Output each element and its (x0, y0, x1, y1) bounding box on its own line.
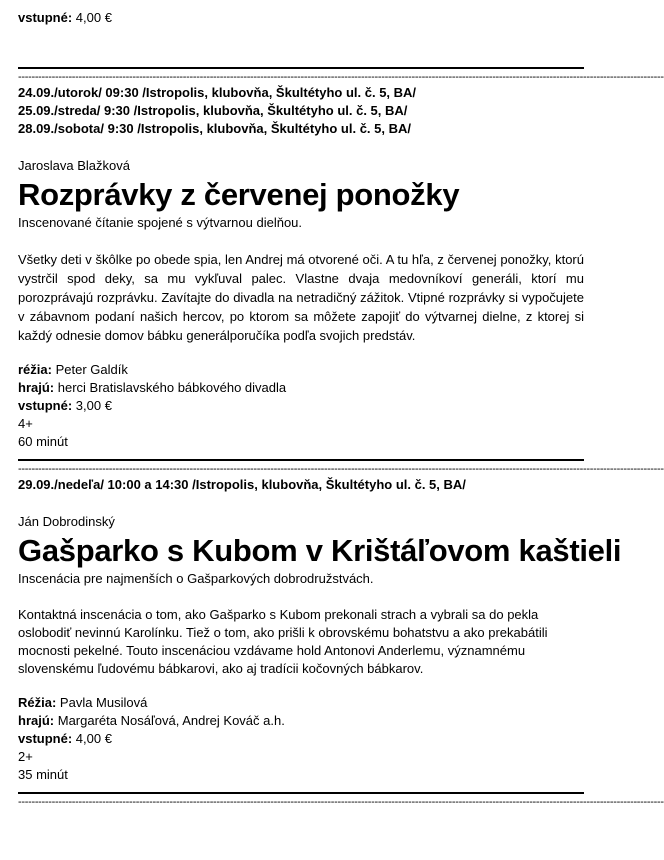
cast-label: hrajú: (18, 713, 55, 728)
event1-date-3: 28.09./sobota/ 9:30 /Istropolis, klubovňa, Škultétyho ul. č. 5, BA/ (18, 121, 411, 136)
event1-cast (18, 379, 584, 397)
divider-dashes: ------------------------------------------------------------------------------------------------------------------------------------------------------------------------------------------------ (18, 463, 664, 475)
event1-dates (18, 84, 584, 138)
cast-names: herci Bratislavského bábkového divadla (57, 380, 287, 395)
event1-date-1: 24.09./utorok/ 09:30 /Istropolis, klubovňa, Škultétyho ul. č. 5, BA/ (18, 85, 417, 100)
event2-cast (18, 712, 584, 730)
event2-date-1: 29.09./nedeľa/ 10:00 a 14:30 /Istropolis, klubovňa, Škultétyho ul. č. 5, BA/ (18, 477, 466, 492)
cast-label: hrajú: (18, 380, 55, 395)
event1-entry (18, 397, 584, 415)
entry-label: vstupné: (18, 398, 73, 413)
event2-description-line: oslobodiť nevinnú Karolínku. Tiež o tom, ako prišli k obrovskému bohatstvu a ako prekabátili (18, 625, 548, 640)
event2-description-line: slovenskému ľudovému bábkarovi, ako aj tradícii kočovných bábkarov. (18, 661, 424, 676)
director-name: Pavla Musilová (59, 695, 148, 710)
event1-subtitle: Inscenované čítanie spojené s výtvarnou dielňou. (18, 215, 303, 230)
event1-description: Všetky deti v škôlke po obede spia, len Andrej má otvorené oči. A tu hľa, z červenej ponožky, ktorú vystrčil spod deky, sa mu vykľuval palec. Vlastne dvaja medovníkoví generáli, ktorí mu porozprávajú rozprávku. Zavítajte do divadla na netradičný zážitok. Vtipné rozprávky si vypočujete v zábavnom podaní našich hercov, po ktorom sa môžete zapojiť do výtvarnej dielne, z ktorej si každý odnesie domov bábku generálporučíka podľa svojich predstáv. (18, 252, 584, 343)
event2-description-line: mocnosti pekelné. Touto inscenáciou vzdávame hold Antonovi Anderlemu, významnému (18, 643, 526, 658)
entry-value: 4,00 € (75, 10, 112, 25)
event2-age: 2+ (18, 749, 33, 764)
entry-value: 4,00 € (75, 731, 112, 746)
event2-subtitle: Inscenácia pre najmenších o Gašparkových dobrodružstvách. (18, 571, 374, 586)
event1-director (18, 361, 584, 379)
event2-author: Ján Dobrodinský (18, 514, 115, 529)
entry-label: vstupné: (18, 731, 73, 746)
cast-names: Margaréta Nosáľová, Andrej Kováč a.h. (57, 713, 285, 728)
director-label: Réžia: (18, 695, 57, 710)
director-label: réžia: (18, 362, 52, 377)
event1-author: Jaroslava Blažková (18, 158, 130, 173)
divider-dashes: ------------------------------------------------------------------------------------------------------------------------------------------------------------------------------------------------ (18, 796, 664, 808)
entry-value: 3,00 € (75, 398, 112, 413)
director-name: Peter Galdík (55, 362, 128, 377)
event1-duration: 60 minút (18, 434, 68, 449)
top-entry (18, 9, 584, 27)
event2-entry (18, 730, 584, 748)
event2-credits (18, 694, 584, 784)
event2-description (18, 606, 584, 678)
divider-rule (18, 792, 584, 794)
event1-age: 4+ (18, 416, 33, 431)
event2-duration: 35 minút (18, 767, 68, 782)
divider-dashes: ------------------------------------------------------------------------------------------------------------------------------------------------------------------------------------------------ (18, 71, 664, 83)
divider-rule (18, 459, 584, 461)
entry-label: vstupné: (18, 10, 73, 25)
document-page (18, 0, 664, 808)
divider-rule (18, 67, 584, 69)
event2-dates (18, 476, 584, 494)
event2-description-line: Kontaktná inscenácia o tom, ako Gašparko s Kubom prekonali strach a vybrali sa do pekla (18, 607, 539, 622)
event1-title: Rozprávky z červenej ponožky (18, 177, 460, 212)
event2-director (18, 694, 584, 712)
event2-title: Gašparko s Kubom v Krištáľovom kaštieli (18, 533, 622, 568)
event1-date-2: 25.09./streda/ 9:30 /Istropolis, klubovňa, Škultétyho ul. č. 5, BA/ (18, 103, 408, 118)
event1-credits (18, 361, 584, 451)
